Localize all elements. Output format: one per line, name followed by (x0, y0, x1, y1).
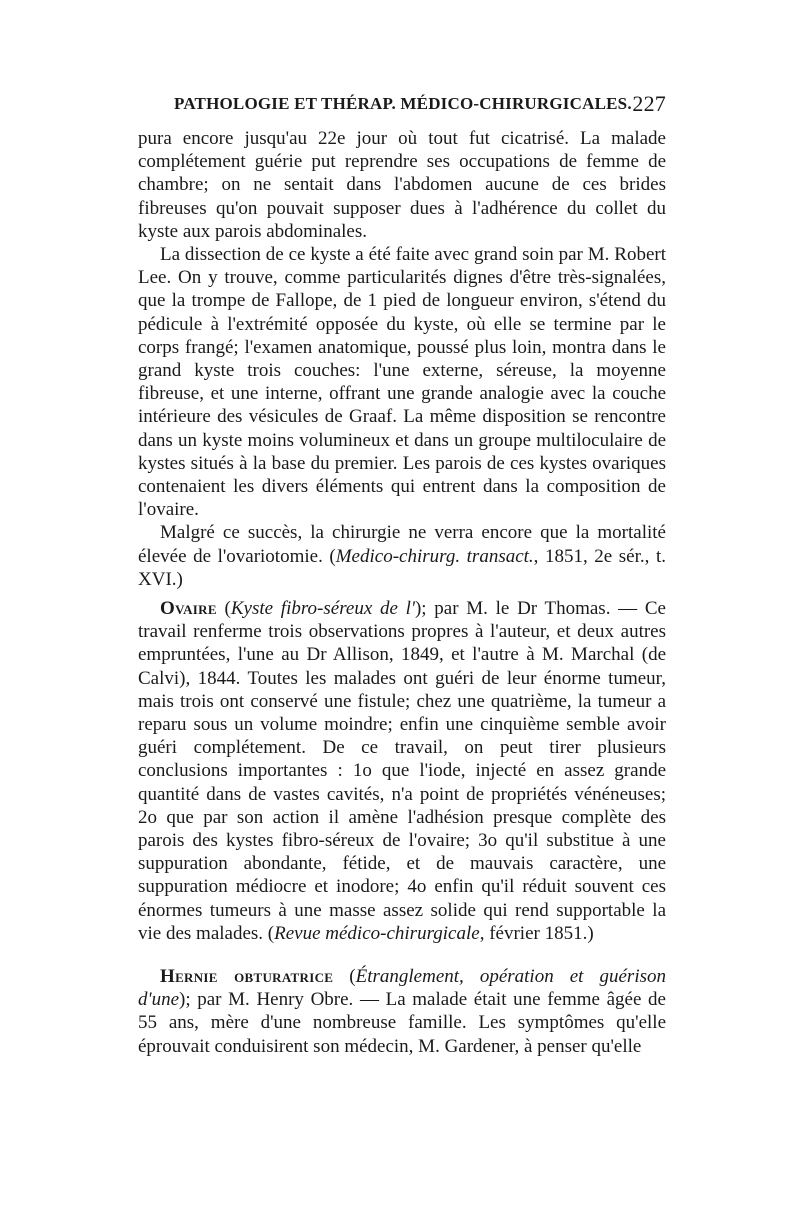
open-paren: ( (216, 598, 231, 619)
paragraph-dissection: La dissection de ce kyste a été faite avec grand soin par M. Robert Lee. On y trouve, comme particularités dignes d'être très-signalées, que la trompe de Fallope, de 1 pied de longueur environ, s'étend du pédicule à l'extrémité opposée du kyste, où elle se termine par le corps frangé; l'examen anatomique, poussé plus loin, montra dans le grand kyste trois couches: l'une externe, séreuse, la moyenne fibreuse, et une interne, offrant une grande analogie avec la couche intérieure des vésicules de Graaf. La même disposition se rencontre dans un kyste moins volumineux et dans un groupe multiloculaire de kystes situés à la base du premier. Les parois de ces kystes ovariques contenaient les divers éléments qui entrent dans la composition de l'ovaire. (138, 244, 666, 521)
open-paren: ( (333, 966, 356, 987)
article-body: ); par M. Henry Obre. — La malade était une femme âgée de 55 ans, mère d'une nombreuse famille. Les symptômes qu'elle éprouvait conduisirent son médecin, M. Gardener, à penser qu'elle (138, 989, 666, 1057)
article-body: ); par M. le Dr Thomas. — Ce travail renferme trois observations propres à l'auteur, et deux autres empruntées, l'une au Dr Allison, 1849, et l'autre à M. Marchal (de Calvi), 1844. Toutes les malades ont guéri de leur énorme tumeur, mais trois ont conservé une fistule; chez une quatrième, la tumeur a reparu sous un volume moindre; enfin une cinquième semble avoir guéri complétement. De ce travail, on peut tirer plusieurs conclusions importantes : 1o que l'iode, injecté en assez grande quantité dans de vastes cavités, n'a point de propriétés vénéneuses; 2o que par son action il amène l'adhésion presque complète des parois des kystes fibro-séreux de l'ovaire; 3o qu'il substitue à une suppuration abondante, fétide, et de mauvais caractère, une suppuration médiocre et inodore; 4o enfin qu'il réduit souvent ces énormes tumeurs à une masse assez solide qui rend supportable la vie des malades. ( (138, 598, 666, 944)
journal-reference: Medico-chirurg. transact. (335, 545, 534, 567)
journal-reference: Revue médico-chirurgicale (274, 922, 480, 944)
running-head (138, 91, 666, 122)
ovariotomy-case-continuation (138, 127, 666, 591)
rubric-hernie: Hernie obturatrice (160, 966, 334, 987)
page-number: 227 (632, 91, 666, 116)
reference-details: , février 1851.) (479, 922, 594, 944)
paragraph-conclusion (138, 521, 666, 591)
article-subtitle: Étranglement, opération et guérison d'une (138, 966, 667, 1011)
article-subtitle: Kyste fibro-séreux de l' (230, 598, 415, 619)
paragraph-hernie (138, 965, 666, 1058)
paragraph-ovaire (138, 597, 666, 945)
ovaire-article (138, 597, 666, 945)
reference-details: , 1851, 2e sér., t. XVI.) (138, 545, 666, 590)
running-title: PATHOLOGIE ET THÉRAP. MÉDICO-CHIRURGICALES. (174, 94, 632, 113)
rubric-ovaire: Ovaire (160, 598, 217, 619)
paragraph-recovery: pura encore jusqu'au 22e jour où tout fut cicatrisé. La malade complétement guérie put reprendre ses occupations de femme de chambre; on ne sentait dans l'abdomen aucune de ces brides fibreuses qu'on pouvait supposer dues à l'adhérence du collet du kyste aux parois abdominales. (138, 128, 666, 242)
hernie-article (138, 965, 666, 1058)
conclusion-text: Malgré ce succès, la chirurgie ne verra encore que la mortalité élevée de l'ovariotomie. ( (138, 522, 666, 567)
